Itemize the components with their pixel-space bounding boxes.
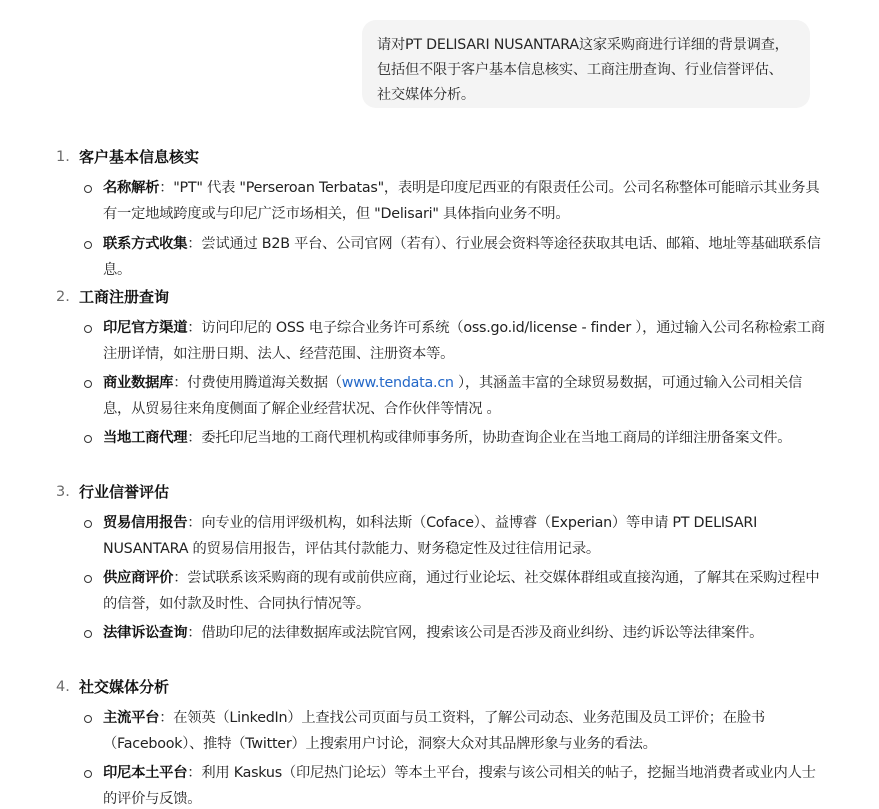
list-item-text [103, 761, 825, 809]
list-item-text [103, 371, 825, 422]
item-body: ："PT" 代表 "Perseroan Terbatas"，表明是印度尼西亚的有限责任公司。公司名称整体可能暗示其业务具有一定地域跨度或与印尼广泛市场相关，但 "Delisari" 具体指向业务不明。 [103, 180, 820, 222]
item-label: 印尼官方渠道 [103, 320, 188, 336]
user-message-bubble [362, 20, 810, 108]
item-body-end: ），其涵盖丰富的全球贸易数据，可通过输入公司相关信息，从贸易往来角度侧面了解企业经营状况、合作伙伴等情况 。 [103, 375, 803, 417]
item-body: ：在领英（LinkedIn）上查找公司页面与员工资料，了解公司动态、业务范围及员工评价；在脸书（Facebook）、推特（Twitter）上搜索用户讨论，洞察大众对其品牌形象与业务的看法。 [103, 710, 765, 752]
list-item-text [103, 566, 825, 617]
item-label: 联系方式收集 [103, 236, 188, 252]
item-body: ：访问印尼的 OSS 电子综合业务许可系统（oss.go.id/license - finder ），通过输入公司名称检索工商注册详情，如注册日期、法人、经营范围、注册资本等。 [103, 320, 825, 362]
tendata-link[interactable]: www.tendata.cn [341, 375, 454, 391]
item-body: ：尝试通过 B2B 平台、公司官网（若有）、行业展会资料等途径获取其电话、邮箱、地址等基础联系信息。 [103, 236, 821, 278]
section-title: 社交媒体分析 [79, 678, 170, 696]
bullet-circle-icon [84, 575, 92, 583]
list-item-text [103, 232, 825, 283]
bullet-circle-icon [84, 435, 92, 443]
bullet-circle-icon [84, 630, 92, 638]
bullet-circle-icon [84, 520, 92, 528]
item-body: ：利用 Kaskus（印尼热门论坛）等本土平台，搜索与该公司相关的帖子，挖掘当地消费者或业内人士的评价与反馈。 [103, 765, 816, 807]
section-number: 1. [56, 149, 70, 165]
bullet-circle-icon [84, 241, 92, 249]
section-number: 2. [56, 289, 70, 305]
section-title: 行业信誉评估 [79, 483, 170, 501]
section-title: 客户基本信息核实 [79, 148, 200, 166]
bullet-circle-icon [84, 770, 92, 778]
item-label: 商业数据库 [103, 375, 174, 391]
section-number: 4. [56, 679, 70, 695]
list-item-text [103, 176, 825, 227]
bullet-circle-icon [84, 380, 92, 388]
item-label: 供应商评价 [103, 570, 174, 586]
item-label: 法律诉讼查询 [103, 625, 188, 641]
list-item-text [103, 426, 825, 452]
item-label: 贸易信用报告 [103, 515, 188, 531]
list-item-text [103, 511, 825, 562]
item-body: ：委托印尼当地的工商代理机构或律师事务所，协助查询企业在当地工商局的详细注册备案文件。 [187, 430, 792, 446]
item-label: 印尼本土平台 [103, 765, 188, 781]
bullet-circle-icon [84, 185, 92, 193]
item-body: ：尝试联系该采购商的现有或前供应商，通过行业论坛、社交媒体群组或直接沟通，了解其在采购过程中的信誉，如付款及时性、合同执行情况等。 [103, 570, 820, 612]
item-label: 主流平台 [103, 710, 160, 726]
user-message-text: 请对PT DELISARI NUSANTARA这家采购商进行详细的背景调查，包括但不限于客户基本信息核实、工商注册查询、行业信誉评估、社交媒体分析。 [377, 37, 789, 103]
bullet-circle-icon [84, 325, 92, 333]
list-item-text [103, 706, 825, 757]
item-label: 名称解析 [103, 180, 160, 196]
section-number: 3. [56, 484, 70, 500]
section-title: 工商注册查询 [79, 288, 170, 306]
item-body: ：向专业的信用评级机构，如科法斯（Coface）、益博睿（Experian）等申请 PT DELISARI NUSANTARA 的贸易信用报告，评估其付款能力、财务稳定性及过往信用记录。 [103, 515, 758, 557]
bullet-circle-icon [84, 715, 92, 723]
item-label: 当地工商代理 [103, 430, 188, 446]
item-body-start: ：付费使用腾道海关数据（ [173, 375, 342, 391]
item-body: ：借助印尼的法律数据库或法院官网，搜索该公司是否涉及商业纠纷、违约诉讼等法律案件。 [187, 625, 764, 641]
list-item-text [103, 316, 825, 367]
list-item-text [103, 621, 825, 647]
